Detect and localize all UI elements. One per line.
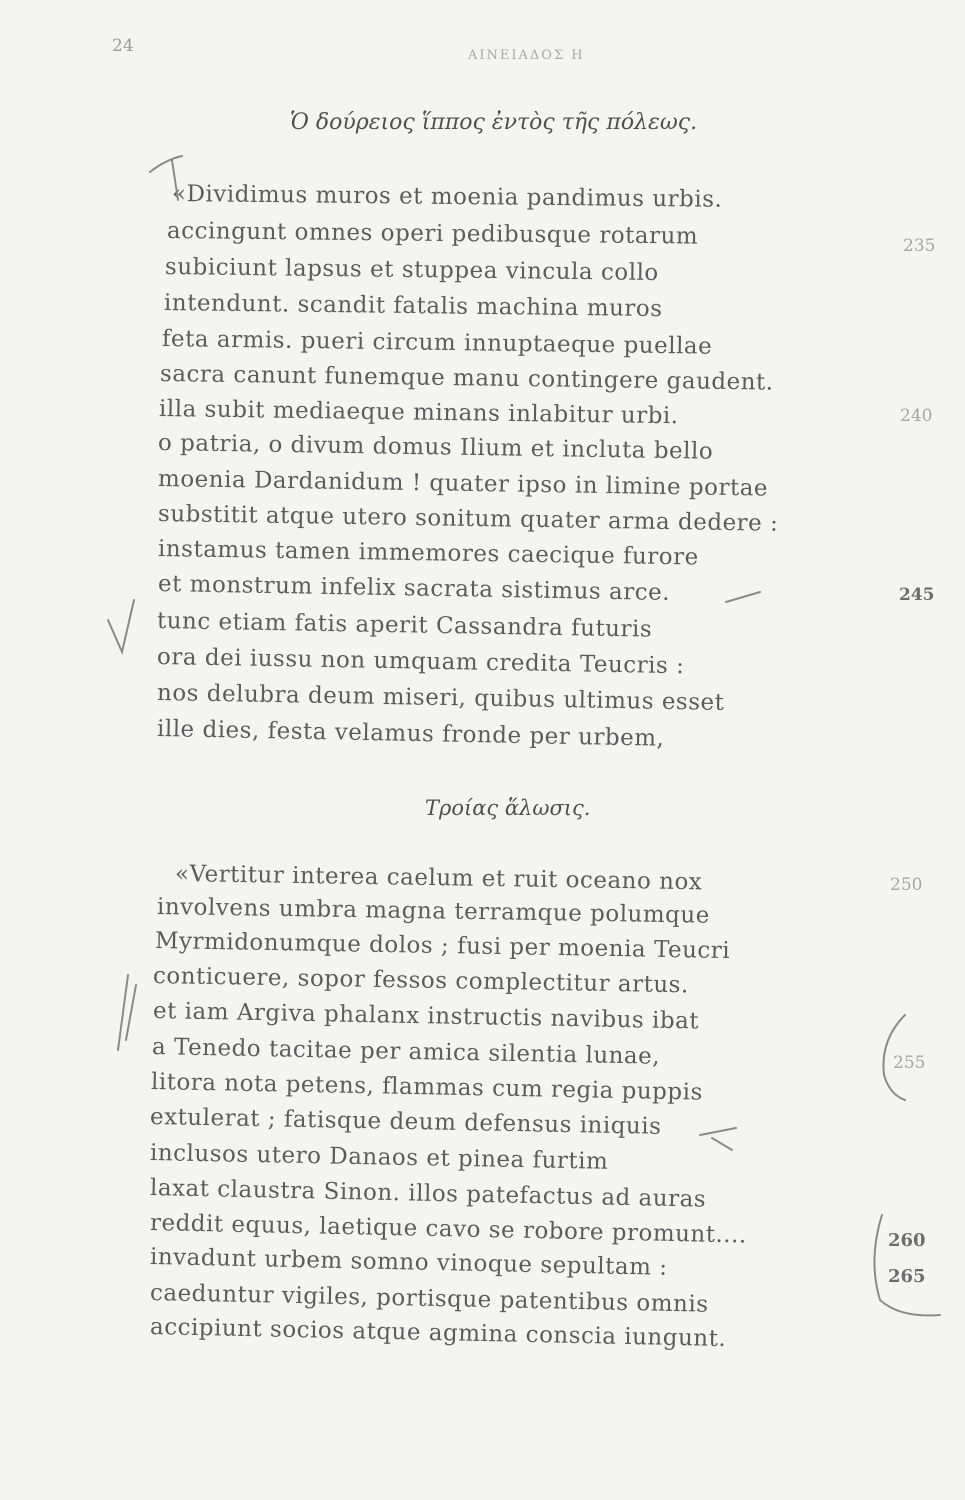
verse-line: ora dei iussu non umquam credita Teucris : [156, 644, 685, 680]
verse-line: illa subit mediaeque minans inlabitur urbi. [158, 396, 679, 430]
pencil-dash-mark [726, 592, 760, 602]
page-number: 24 [112, 36, 134, 56]
verse-line: o patria, o divum domus Ilium et incluta bello [157, 430, 714, 465]
pencil-tick-mark [150, 156, 182, 200]
verse-line: «Dividimus muros et moenia pandimus urbis. [171, 181, 723, 213]
pencil-bracket [883, 1015, 905, 1100]
pencil-arrow-mark [700, 1128, 736, 1150]
verse-line: extulerat ; fatisque deum defensus iniquis [149, 1104, 662, 1140]
verse-line: tunc etiam fatis aperit Cassandra futuris [156, 608, 653, 643]
line-number: 235 [903, 236, 936, 256]
verse-line: ille dies, festa velamus fronde per urbem, [156, 716, 665, 752]
verse-line: nos delubra deum miseri, quibus ultimus esset [156, 680, 725, 716]
verse-line: substitit atque utero sonitum quater arma dedere : [157, 501, 779, 537]
verse-line: et iam Argiva phalanx instructis navibus ibat [152, 998, 700, 1035]
pencil-bracket [874, 1215, 940, 1315]
verse-line: instamus tamen immemores caecique furore [157, 536, 699, 571]
line-number: 240 [900, 406, 933, 426]
verse-line: involvens umbra magna terramque polumque [156, 894, 711, 929]
line-number: 265 [888, 1266, 926, 1287]
line-number: 255 [893, 1053, 926, 1073]
line-number: 245 [899, 585, 935, 605]
running-title: ΑΙΝΕΙΑΔΟΣ Η [468, 48, 585, 63]
line-number: 260 [888, 1230, 926, 1251]
verse-line: accipiunt socios atque agmina conscia iungunt. [149, 1314, 727, 1353]
verse-line: accingunt omnes operi pedibusque rotarum [166, 218, 699, 250]
verse-line: sacra canunt funemque manu contingere gaudent. [159, 361, 774, 396]
pencil-check-mark [108, 600, 134, 652]
verse-line: invadunt urbem somno vinoque sepultam : [149, 1244, 668, 1281]
verse-line: conticuere, sopor fessos complectitur artus. [152, 963, 689, 999]
verse-line: litora nota petens, flammas cum regia puppis [150, 1069, 704, 1106]
verse-line: «Vertitur interea caelum et ruit oceano nox [174, 861, 703, 896]
verse-line: subiciunt lapsus et stuppea vincula collo [164, 254, 659, 287]
verse-line: Myrmidonumque dolos ; fusi per moenia Teucri [154, 928, 731, 965]
verse-line: moenia Dardanidum ! quater ipso in limine portae [157, 466, 769, 502]
verse-line: et monstrum infelix sacrata sistimus arce. [157, 571, 671, 606]
section-heading-wooden-horse: Ὁ δούρειος ἵππος ἐντὸς τῆς πόλεως. [290, 110, 698, 135]
verse-line: reddit equus, laetique cavo se robore promunt.... [149, 1210, 748, 1249]
line-number: 250 [890, 875, 923, 895]
pencil-margin-bars [118, 975, 136, 1050]
verse-line: inclusos utero Danaos et pinea furtim [149, 1140, 609, 1175]
section-heading-fall-of-troy: Τροίας ἅλωσις. [425, 796, 591, 820]
verse-line: intendunt. scandit fatalis machina muros [163, 290, 663, 323]
verse-line: laxat claustra Sinon. illos patefactus ad auras [149, 1175, 707, 1213]
verse-line: caeduntur vigiles, portisque patentibus omnis [149, 1280, 709, 1318]
verse-line: a Tenedo tacitae per amica silentia lunae, [151, 1034, 661, 1070]
verse-line: feta armis. pueri circum innuptaeque puellae [161, 326, 713, 360]
